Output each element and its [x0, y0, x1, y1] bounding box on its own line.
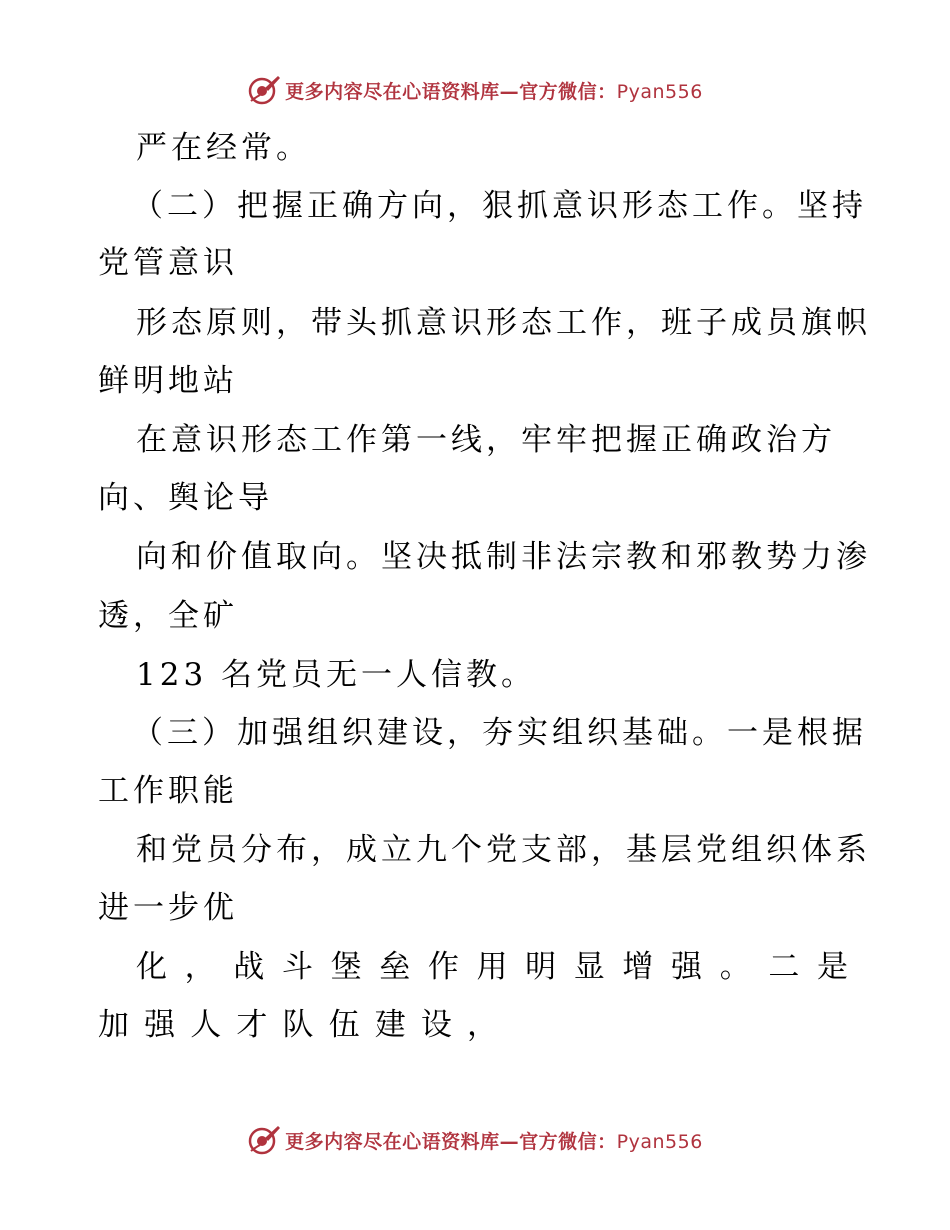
banner-text: 更多内容尽在心语资料库—官方微信：Pyan556	[285, 1130, 703, 1153]
text-line: 向和价值取向。坚决抵制非法宗教和邪教势力渗	[136, 539, 871, 575]
text-char: 队	[282, 1007, 314, 1043]
text-char: 人	[190, 1007, 222, 1043]
text-char: 二	[768, 949, 800, 985]
text-line: 严在经常。	[136, 130, 311, 166]
text-line: 和党员分布，成立九个党支部，基层党组织体系	[136, 832, 871, 868]
text-line: （三）加强组织建设，夯实组织基础。一是根据	[132, 715, 867, 751]
text-line: 形态原则，带头抓意识形态工作，班子成员旗帜	[136, 305, 871, 341]
text-char: 建	[374, 1007, 406, 1043]
banner-handle: Pyan556	[616, 1130, 703, 1153]
text-line: 123 名党员无一人信教。	[136, 657, 537, 693]
text-char: 强	[671, 949, 703, 985]
text-line-justified	[98, 1005, 498, 1045]
banner-text: 更多内容尽在心语资料库—官方微信：Pyan556	[285, 80, 703, 103]
text-char: ，	[467, 1007, 498, 1043]
footer-banner	[0, 1120, 950, 1160]
text-char: 设	[420, 1007, 452, 1043]
text-char: 伍	[328, 1007, 360, 1043]
text-line: 党管意识	[98, 245, 238, 281]
text-char: 是	[816, 949, 848, 985]
text-line: （二）把握正确方向，狠抓意识形态工作。坚持	[132, 188, 867, 224]
text-char: 斗	[281, 949, 313, 985]
text-char: 垒	[379, 949, 411, 985]
text-line: 向、舆论导	[98, 480, 273, 516]
text-line: 工作职能	[98, 773, 238, 809]
text-char: 加	[98, 1007, 129, 1043]
text-char: 才	[236, 1007, 268, 1043]
text-line: 进一步优	[98, 890, 238, 926]
text-char: 战	[233, 949, 265, 985]
text-line-justified	[136, 947, 848, 987]
banner-handle: Pyan556	[616, 80, 703, 103]
text-char: 。	[719, 949, 751, 985]
text-char: 明	[525, 949, 557, 985]
text-char: 作	[427, 949, 459, 985]
text-char: 显	[573, 949, 605, 985]
text-char: 用	[476, 949, 508, 985]
pen-nib-circle-icon	[247, 1123, 281, 1157]
text-char: ，	[184, 949, 216, 985]
text-line: 透，全矿	[98, 598, 238, 634]
text-line: 在意识形态工作第一线，牢牢把握正确政治方	[136, 422, 836, 458]
text-char: 强	[144, 1007, 176, 1043]
text-char: 增	[622, 949, 654, 985]
text-char: 化	[136, 949, 167, 985]
text-line: 鲜明地站	[98, 363, 238, 399]
text-char: 堡	[330, 949, 362, 985]
